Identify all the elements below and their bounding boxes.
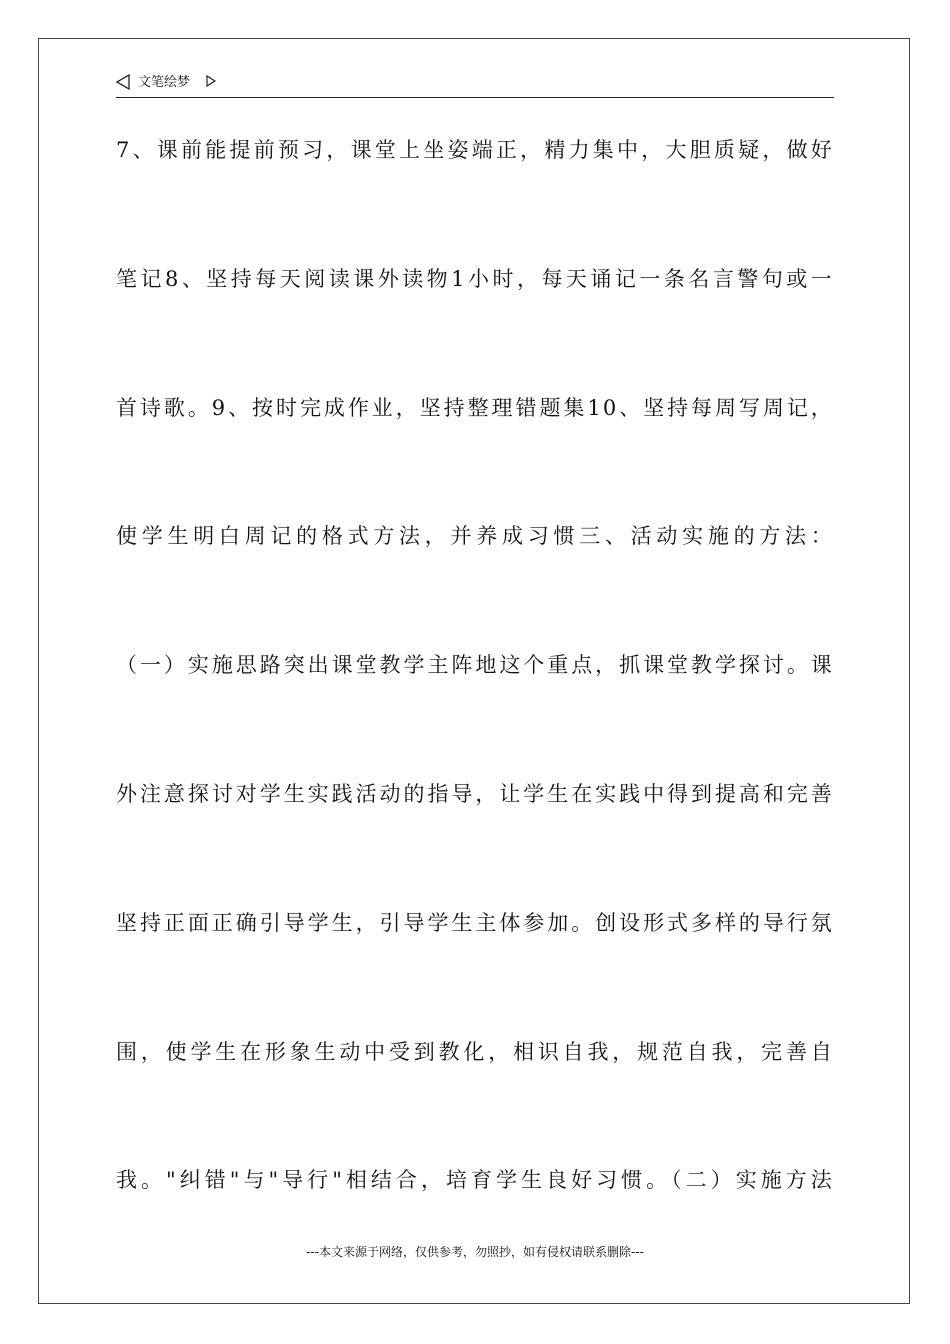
body-line-8: 围，使学生在形象生动中受到教化，相识自我，规范自我，完善自 xyxy=(116,1039,834,1064)
body-line-6: 外注意探讨对学生实践活动的指导，让学生在实践中得到提高和完善 xyxy=(116,781,834,806)
body-line-2: 笔记8、坚持每天阅读课外读物1小时，每天诵记一条名言警句或一 xyxy=(116,266,834,291)
page-header xyxy=(116,70,834,98)
body-line-7: 坚持正面正确引导学生，引导学生主体参加。创设形式多样的导行氛 xyxy=(116,910,834,935)
body-line-9: 我。"纠错"与"导行"相结合，培育学生良好习惯。（二）实施方法 xyxy=(116,1168,834,1193)
body-line-3: 首诗歌。9、按时完成作业，坚持整理错题集10、坚持每周写周记， xyxy=(116,395,834,420)
document-body xyxy=(116,132,834,1291)
triangle-right-outline-icon xyxy=(206,75,216,87)
header-title: 文笔绘梦 xyxy=(138,75,191,90)
body-line-4: 使学生明白周记的格式方法，并养成习惯三、活动实施的方法： xyxy=(116,524,834,549)
footer-disclaimer: ---本文来源于网络，仅供参考，勿照抄，如有侵权请联系删除--- xyxy=(306,1245,644,1259)
body-line-5: （一）实施思路突出课堂教学主阵地这个重点，抓课堂教学探讨。课 xyxy=(116,653,834,678)
body-line-1: 7、课前能提前预习，课堂上坐姿端正，精力集中，大胆质疑，做好 xyxy=(116,138,834,162)
triangle-left-outline-icon xyxy=(116,74,130,90)
